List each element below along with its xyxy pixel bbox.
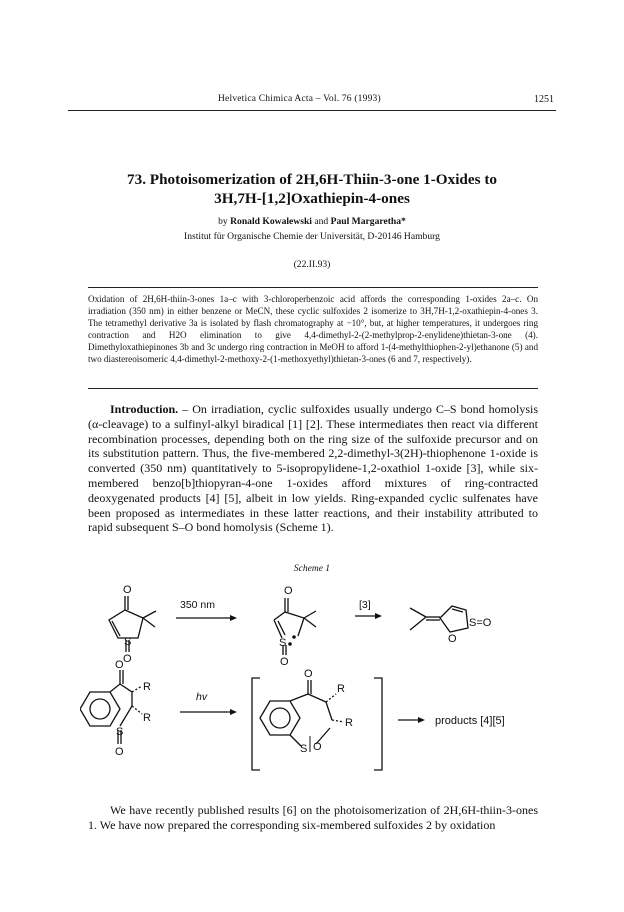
and-word: and bbox=[314, 216, 329, 227]
page-number: 1251 bbox=[534, 94, 554, 105]
atom-label: O bbox=[280, 656, 289, 668]
atom-label: O bbox=[123, 653, 132, 665]
atom-label: O bbox=[115, 659, 124, 671]
running-header bbox=[68, 92, 556, 111]
journal-name: Helvetica Chimica Acta – Vol. 76 (1993) bbox=[218, 94, 381, 104]
products-label: products [4][5] bbox=[435, 715, 505, 727]
author-2: Paul Margaretha* bbox=[330, 216, 406, 227]
atom-label: S=O bbox=[469, 617, 492, 629]
biradical-structure bbox=[274, 585, 316, 668]
atom-label: R bbox=[143, 712, 151, 724]
atom-label: S bbox=[300, 743, 308, 755]
abstract-text: Oxidation of 2H,6H-thiin-3-ones 1a–c with 3-chloroperbenzoic acid affords the corresponding 1-oxides 2a–c. On irradiation (350 nm) in either benzene or MeCN, these cyclic sulfoxides 2 isomerize to 3H,7H-1,2-oxathiepin-4-ones 3. The tetramethyl derivative 3a is isolated by flash chromatography at −10°, but, at higher temperatures, it undergoes ring contraction and H2O elimination to give 4,4-dimethyl-2-(2-methylprop-2-enylidene)thietan-3-one (4). Dimethyloxathiepinones 3b and 3c undergo ring contraction in MeOH to afford 1-(4-methylthiophen-2-yl)ethanone (5) and two diastereoisomeric 4,4-dimethyl-2-methoxy-2-(1-methoxyethyl)thietan-3-ones (6 and 7, respectively). bbox=[88, 294, 538, 365]
reaction-scheme bbox=[80, 578, 550, 793]
atom-label: O bbox=[304, 668, 313, 680]
thiophenone-oxide-structure bbox=[109, 584, 156, 665]
atom-label: S bbox=[124, 636, 132, 648]
atom-label: S bbox=[279, 637, 287, 649]
reaction-arrow-4 bbox=[398, 715, 505, 727]
abstract-top-rule bbox=[88, 287, 538, 288]
received-date: (22.II.93) bbox=[293, 259, 331, 270]
oxathiol-oxide-structure bbox=[410, 606, 492, 645]
atom-label: O bbox=[123, 584, 132, 596]
title-line-1: 73. Photoisomerization of 2H,6H-Thiin-3-one 1-Oxides to bbox=[127, 171, 497, 188]
atom-label: R bbox=[345, 717, 353, 729]
body-paragraph bbox=[88, 803, 538, 833]
sulfenate-intermediate-structure bbox=[260, 668, 353, 755]
scheme-caption: Scheme 1 bbox=[293, 564, 331, 574]
abstract-bottom-rule bbox=[88, 388, 538, 389]
arrow-label: hv bbox=[196, 691, 208, 703]
article-title bbox=[60, 170, 564, 208]
title-line-2: 3H,7H-[1,2]Oxathiepin-4-ones bbox=[214, 190, 410, 207]
arrow-label: 350 nm bbox=[180, 599, 216, 611]
atom-label: R bbox=[337, 683, 345, 695]
atom-label: O bbox=[115, 746, 124, 758]
final-paragraph-text: We have recently published results [6] on the photoisomerization of 2H,6H-thiin-3-ones 1. We have now prepared the corresponding six-membered sulfoxides 2 by oxidation bbox=[88, 803, 538, 832]
by-word: by bbox=[218, 216, 228, 227]
reaction-arrow-3 bbox=[180, 691, 237, 715]
author-line bbox=[60, 216, 564, 227]
atom-label: S bbox=[116, 726, 124, 738]
introduction-paragraph bbox=[88, 402, 538, 535]
arrow-label: [3] bbox=[359, 599, 371, 611]
reaction-arrow-2 bbox=[355, 599, 382, 619]
introduction-text: – On irradiation, cyclic sulfoxides usually undergo C–S bond homolysis (α-cleavage) to a sulfinyl-alkyl biradical [1] [2]. These intermediates then react via different recombination processes, depending both on the ring size of the sulfoxide precursor and on its substitution pattern. Thus, the five-membered 2,2-dimethyl-3(2H)-thiophenone 1-oxide is converted (350 nm) quantitatively to 5-isopropylidene-1,2-oxathiol 1-oxide [3], while six-membered benzo[b]thiopyran-4-one 1-oxides afford mixtures of ring-contracted deoxygenated products [4] [5], albeit in low yields. Ring-expanded cyclic sulfenates have been proposed as intermediates in these latter reactions, and their instability attributed to rapid subsequent S–O bond homolysis (Scheme 1). bbox=[88, 402, 538, 535]
atom-label: R bbox=[143, 681, 151, 693]
introduction-heading: Introduction. bbox=[110, 402, 179, 416]
atom-label: O bbox=[313, 741, 322, 753]
author-1: Ronald Kowalewski bbox=[230, 216, 312, 227]
affiliation: Institut für Organische Chemie der Universität, D-20146 Hamburg bbox=[184, 231, 440, 242]
atom-label: O bbox=[448, 633, 457, 645]
benzothiopyranone-oxide-structure bbox=[80, 659, 151, 758]
reaction-arrow-1 bbox=[176, 599, 237, 621]
atom-label: O bbox=[284, 585, 293, 597]
